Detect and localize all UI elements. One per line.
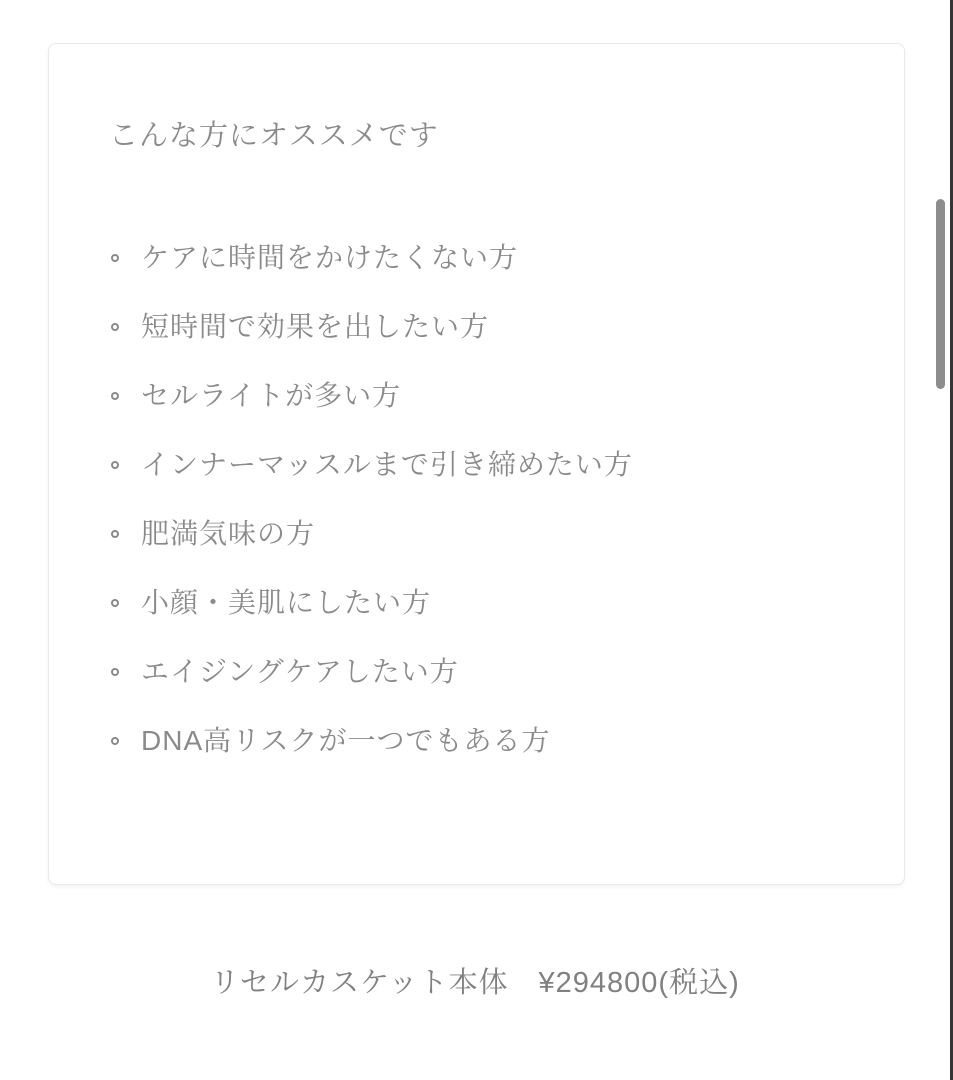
list-item xyxy=(49,451,904,479)
bullet-circle-icon xyxy=(111,599,119,607)
list-item-label: エイジングケアしたい方 xyxy=(141,656,459,687)
scrollbar-thumb[interactable] xyxy=(936,199,945,389)
list-item xyxy=(49,727,904,755)
bullet-circle-icon xyxy=(111,461,119,469)
list-item xyxy=(49,589,904,617)
list-item-label: 小顔・美肌にしたい方 xyxy=(141,587,432,618)
list-item xyxy=(49,313,904,341)
list-item-label: DNA高リスクが一つでもある方 xyxy=(141,725,551,756)
bullet-circle-icon xyxy=(111,530,119,538)
list-item-label: インナーマッスルまで引き締めたい方 xyxy=(141,449,633,480)
bullet-circle-icon xyxy=(111,668,119,676)
price-line: リセルカスケット本体 ¥294800(税込) xyxy=(210,967,740,999)
bullet-circle-icon xyxy=(111,323,119,331)
list-item-label: 短時間で効果を出したい方 xyxy=(141,311,490,342)
bullet-circle-icon xyxy=(111,392,119,400)
recommend-list xyxy=(49,244,904,796)
card-heading: こんな方にオススメです xyxy=(109,120,439,152)
list-item-label: セルライトが多い方 xyxy=(141,380,402,411)
list-item-label: ケアに時間をかけたくない方 xyxy=(141,242,519,273)
list-item xyxy=(49,520,904,548)
bullet-circle-icon xyxy=(111,254,119,262)
bullet-circle-icon xyxy=(111,737,119,745)
list-item-label: 肥満気味の方 xyxy=(141,518,316,549)
list-item xyxy=(49,244,904,272)
list-item xyxy=(49,658,904,686)
recommendation-card xyxy=(48,43,905,885)
list-item xyxy=(49,382,904,410)
